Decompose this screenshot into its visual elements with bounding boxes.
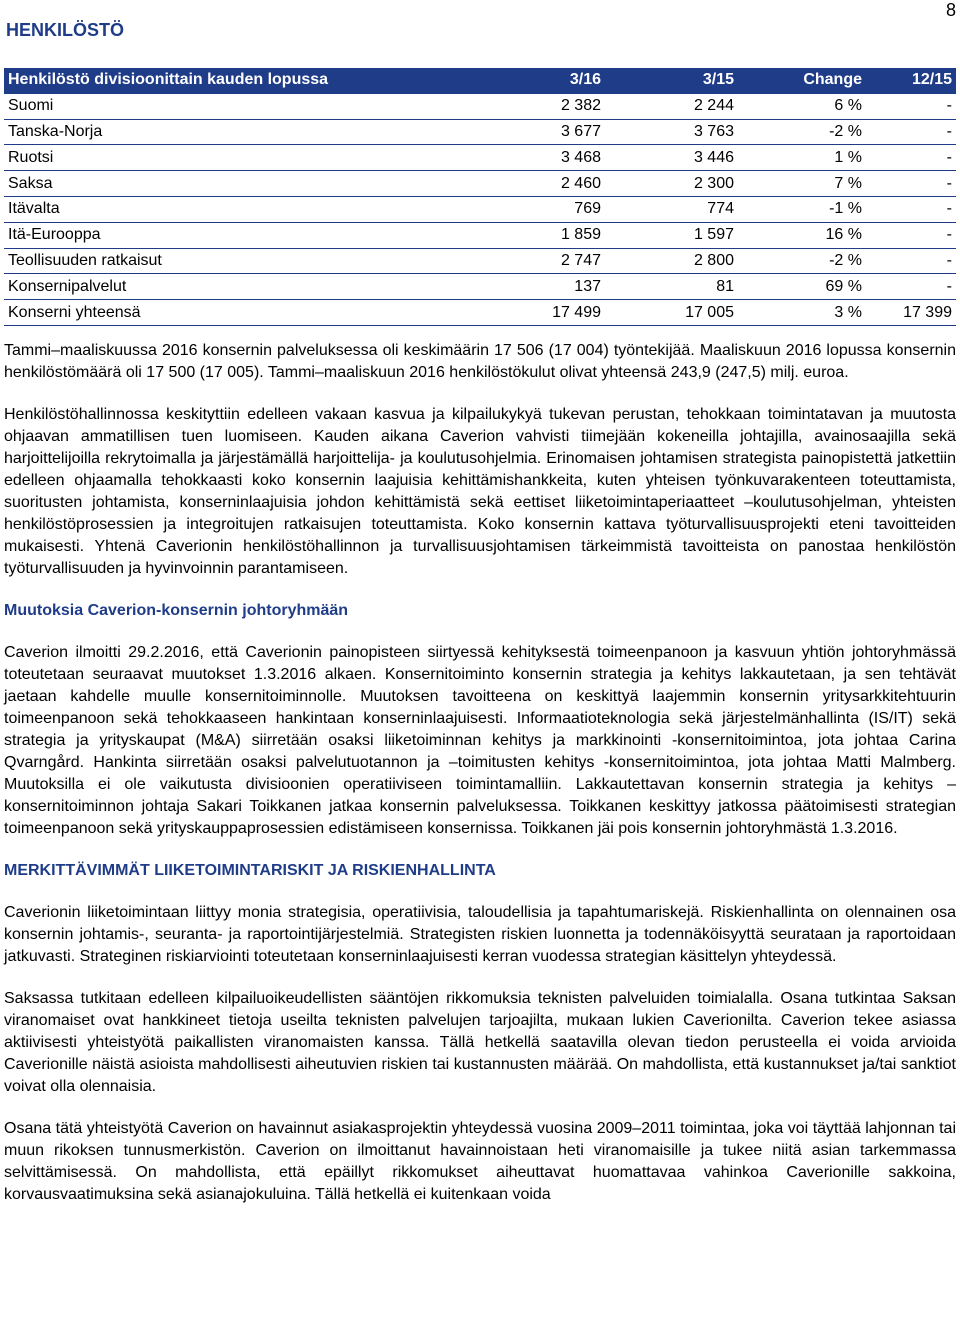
table-cell: 2 244 (605, 93, 738, 119)
table-cell: 3 468 (472, 145, 605, 171)
table-cell: Tanska-Norja (4, 119, 472, 145)
table-cell: 137 (472, 274, 605, 300)
table-cell: Itävalta (4, 196, 472, 222)
table-cell: 1 % (738, 145, 866, 171)
paragraph: Saksassa tutkitaan edelleen kilpailuoikeudellisten sääntöjen rikkomuksia teknisten palveluiden toimialalla. Osana tutkintaa Saksan viranomaiset ovat hankkineet tietoja useilta teknisten palvelujen tarjoajilta, mukaan lukien Caverionilta. Caverion tekee asiassa aktiivisesti yhteistyötä paikallisten viranomaisten kanssa. Tällä hetkellä saatavilla olevan tiedon perusteella ei voida arvioida Caverionille näistä asioista mahdollisesti aiheutuvien riskien tai kustannusten määrää. On mahdollista, että kustannukset ja/tai sanktiot voivat olla olennaisia. (4, 990, 956, 1095)
table-cell: Saksa (4, 171, 472, 197)
table-cell: Suomi (4, 93, 472, 119)
table-cell: 16 % (738, 222, 866, 248)
table-cell: 2 747 (472, 248, 605, 274)
table-cell: 2 800 (605, 248, 738, 274)
table-header-row (4, 68, 956, 93)
table-cell: -1 % (738, 196, 866, 222)
paragraph: Caverionin liiketoimintaan liittyy monia strategisia, operatiivisia, taloudellisia ja tapahtumariskejä. Riskienhallinta on olennainen osa konsernin johtamis-, seuranta- ja raportointijärjestelmiä. Strategisten riskien luonnetta ja todennäköisyyttä seurataan ja raportoidaan jatkuvasti. Strateginen riskiarviointi toteutetaan konserninlaajuisesti kerran vuodessa strategian käsittelyn yhteydessä. (4, 904, 956, 965)
table-cell: 3 763 (605, 119, 738, 145)
section-title: HENKILÖSTÖ (6, 20, 125, 40)
table-cell: - (866, 93, 956, 119)
subheading: Muutoksia Caverion-konsernin johtoryhmään (4, 602, 349, 619)
paragraph: Tammi–maaliskuussa 2016 konsernin palveluksessa oli keskimäärin 17 506 (17 004) työntekijää. Maaliskuun 2016 lopussa konsernin henkilöstömäärä oli 17 500 (17 005). Tammi–maaliskuun 2016 henkilöstökulut olivat yhteensä 243,9 (247,5) milj. euroa. (4, 342, 956, 381)
column-header: 12/15 (911, 71, 952, 89)
table-row (4, 145, 956, 171)
table-row (4, 248, 956, 274)
table-cell: 774 (605, 196, 738, 222)
table-cell: - (866, 119, 956, 145)
table-cell: 1 859 (472, 222, 605, 248)
table-body (4, 93, 956, 325)
column-header: Change (803, 71, 862, 89)
table-cell: 3 677 (472, 119, 605, 145)
table-cell: 7 % (738, 171, 866, 197)
paragraph: Osana tätä yhteistyötä Caverion on havainnut asiakasprojektin yhteydessä vuosina 2009–2011 toimintaa, joka voi täyttää lahjonnan tai muun rikoksen tunnusmerkistön. Caverion on ilmoittanut havainnoistaan heti viranomaisille ja tukee niitä asian tarkemmassa selvittämisessä. On mahdollista, että epäillyt rikkomukset aiheuttavat huomattavaa vahinkoa Caverionille sakkoina, korvausvaatimuksina sekä asianajokuluina. Tällä hetkellä ei kuitenkaan voida (4, 1120, 956, 1203)
table-cell: 769 (472, 196, 605, 222)
table-cell: 17 499 (472, 300, 605, 326)
table-row (4, 93, 956, 119)
table-cell: Teollisuuden ratkaisut (4, 248, 472, 274)
table-row (4, 222, 956, 248)
table-cell: Itä-Eurooppa (4, 222, 472, 248)
table-cell: 81 (605, 274, 738, 300)
table-cell: - (866, 196, 956, 222)
table-cell: 6 % (738, 93, 866, 119)
table-row (4, 119, 956, 145)
paragraph: Henkilöstöhallinnossa keskityttiin edelleen vakaan kasvua ja kilpailukykyä tukevan perustan, tehokkaan toimintatavan ja muutosta ohjaavan ammatillisen tuen luomiseen. Kauden aikana Caverion vahvisti tiimejään kokeneilla johtajilla, avainosaajilla sekä harjoittelijoilla rekrytoimalla ja järjestämällä harjoittelija- ja koulutusohjelmia. Erinomaisen johtamisen strategista painopistettä jatkettiin edelleen ohjaamalla tehokkaasti koko konsernin laajuisia kehittämishankkeita, kuten yhteisen työnkuvarakenteen toteuttamista, suoritusten johtamista, konserninlaajuisia johdon kehittämistä sekä eettiset liiketoimintaperiaatteet –koulutusohjelman, yhteisten henkilöstöprosessien ja integroitujen ratkaisujen toteuttamista. Koko konsernin kattava työturvallisuusprojekti eteni tavoitteiden mukaisesti. Yhtenä Caverionin henkilöstöhallinnon ja turvallisuusjohtamisen tärkeimmistä tavoitteista on panostaa henkilöstön työturvallisuuden ja hyvinvoinnin parantamiseen. (4, 406, 956, 577)
table-cell: - (866, 145, 956, 171)
table-cell: 17 399 (866, 300, 956, 326)
table-cell: 17 005 (605, 300, 738, 326)
staff-by-division-table (4, 68, 956, 326)
table-cell: - (866, 222, 956, 248)
table-cell: 2 382 (472, 93, 605, 119)
table-cell: -2 % (738, 119, 866, 145)
table-cell: 3 446 (605, 145, 738, 171)
column-header: 3/16 (569, 71, 601, 89)
table-cell: Ruotsi (4, 145, 472, 171)
table-cell: 1 597 (605, 222, 738, 248)
page-header (0, 0, 960, 60)
table-cell: 3 % (738, 300, 866, 326)
table-cell: Konserni yhteensä (4, 300, 472, 326)
column-header: Henkilöstö divisioonittain kauden lopussa (8, 71, 329, 89)
body-text (4, 340, 956, 1226)
paragraph: Caverion ilmoitti 29.2.2016, että Caverionin painopisteen siirtyessä kehityksestä toimeenpanoon ja kasvuun yhtiön johtoryhmässä toteutetaan seuraavat muutokset 1.3.2016 alkaen. Konsernitoiminto konsernin strategia ja kehitys lakkautetaan, ja sen tehtävät jaetaan kahdelle muulle konsernitoiminnolle. Muutoksen tavoitteena on keskittyä laajemmin konsernin yritysarkkitehtuurin toimeenpanoon sekä tehokkaaseen hankintaan konserninlaajuisesti. Informaatioteknologia sekä järjestelmänhallinta (IS/IT) sekä strategia ja yrityskaupat (M&A) siirretään osaksi liiketoiminnan kehitys ja markkinointi -konsernitoimintoa, jota johtaa Carina Qvarngård. Hankinta siirretään osaksi palvelutuotannon ja –toimitusten kehitys -konsernitoimintoa, jota johtaa Matti Malmberg. Muutoksilla ei ole vaikutusta divisioonien operatiiviseen toimintamalliin. Lakkautettavan konsernin strategia ja kehitys –konsernitoiminnon johtaja Sakari Toikkanen jatkaa konsernin palveluksessa. Toikkanen keskittyy jatkossa päätoimisesti strategian toimeenpanoon sekä yrityskauppaprosessien edistämiseen konsernissa. Toikkanen jäi pois konsernin johtoryhmästä 1.3.2016. (4, 644, 956, 837)
table-cell: -2 % (738, 248, 866, 274)
table-cell: Konsernipalvelut (4, 274, 472, 300)
column-header: 3/15 (702, 71, 734, 89)
table-cell: - (866, 171, 956, 197)
table-row (4, 300, 956, 326)
table-cell: - (866, 274, 956, 300)
table-row (4, 171, 956, 197)
page-number: 8 (945, 0, 956, 20)
table-row (4, 274, 956, 300)
table-row (4, 196, 956, 222)
table-cell: 2 300 (605, 171, 738, 197)
table-cell: 69 % (738, 274, 866, 300)
table-cell: - (866, 248, 956, 274)
subheading: MERKITTÄVIMMÄT LIIKETOIMINTARISKIT JA RISKIENHALLINTA (4, 862, 496, 879)
table-cell: 2 460 (472, 171, 605, 197)
